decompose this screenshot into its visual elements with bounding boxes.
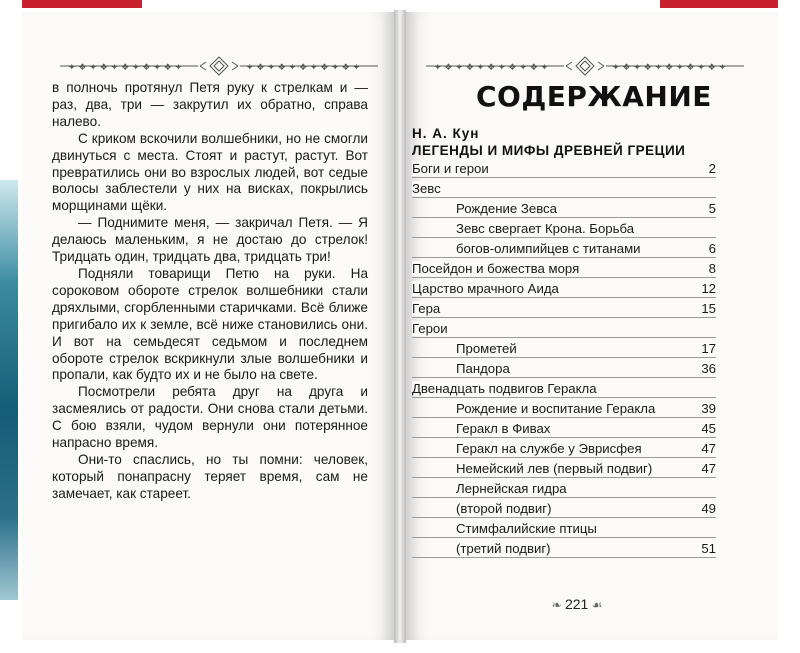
toc-entry[interactable] — [412, 378, 716, 398]
toc-entry[interactable] — [412, 458, 716, 478]
toc-entry[interactable] — [412, 178, 716, 198]
toc-entry[interactable] — [412, 398, 716, 418]
flourish-right-icon: ☙ — [588, 598, 603, 612]
toc-entry[interactable] — [412, 198, 716, 218]
toc-page: 47 — [701, 441, 716, 456]
toc-author: Н. А. Кун — [412, 126, 480, 141]
svg-text:✦ ❖ ✦ ❖ ✦ ❖ ✦ ❖ ✦ ❖ ✦: ✦ ❖ ✦ ❖ ✦ ❖ ✦ ❖ ✦ ❖ ✦ — [612, 63, 727, 73]
toc-label: Немейский лев (первый подвиг) — [456, 461, 653, 476]
toc-label: Пандора — [456, 361, 510, 376]
paragraph: Они-то спаслись, но ты помни: человек, который понапрасну теряет время, сам не замечает, как стареет. — [52, 451, 368, 501]
toc-entry[interactable] — [412, 318, 716, 338]
paragraph: в полночь протянул Петя руку к стрелкам и — раз, два, три — закрутил их обратно, справа налево. — [52, 80, 368, 129]
toc-entry[interactable] — [412, 338, 716, 358]
toc-label: Геракл на службе у Эврисфея — [456, 441, 642, 456]
toc-label: Лернейская гидра — [456, 481, 567, 496]
toc-page: 17 — [701, 341, 716, 356]
toc-label: Гера — [412, 301, 441, 316]
toc-section-title: ЛЕГЕНДЫ И МИФЫ ДРЕВНЕЙ ГРЕЦИИ — [412, 143, 686, 158]
toc-label: Посейдон и божества моря — [412, 261, 580, 276]
table-of-contents — [412, 158, 716, 558]
page-number-value: 221 — [564, 596, 589, 612]
toc-label: Прометей — [456, 341, 517, 356]
header-ornament-right — [426, 56, 744, 76]
page-number — [532, 596, 622, 612]
toc-page: 12 — [701, 281, 716, 296]
toc-entry[interactable] — [412, 438, 716, 458]
toc-entry[interactable] — [412, 478, 716, 498]
toc-page: 39 — [701, 401, 716, 416]
toc-entry[interactable] — [412, 218, 716, 238]
toc-entry[interactable] — [412, 298, 716, 318]
toc-label: Герои — [412, 321, 448, 336]
paragraph: Подняли товарищи Петю на руки. На сороковом обороте стрелок волшебники стали дряхлыми, сгорбленными старичками. Всё ближе пригибало их к земле, всё ниже становились они. И вот на семьдесят седьмом и последнем обороте стрелок вскрикнули злые волшебники и пропали, как будто их и не было на свете. — [52, 265, 368, 383]
toc-label: Зевс свергает Крона. Борьба — [456, 221, 635, 236]
toc-label: (второй подвиг) — [456, 501, 552, 516]
toc-label: (третий подвиг) — [456, 541, 551, 556]
book-gutter — [394, 10, 406, 643]
toc-label: богов-олимпийцев с титанами — [456, 241, 641, 256]
page-title: СОДЕРЖАНИЕ — [476, 80, 712, 113]
toc-page: 5 — [708, 201, 716, 216]
paragraph: Посмотрели ребята друг на друга и засмеялись от радости. Они снова стали детьми. С бою взяли, чудом вернули они потерянное напрасно время. — [52, 384, 368, 451]
toc-label: Царство мрачного Аида — [412, 281, 559, 296]
toc-entry[interactable] — [412, 498, 716, 518]
toc-entry[interactable] — [412, 358, 716, 378]
toc-page: 36 — [701, 361, 716, 376]
paragraph: — Поднимите меня, — закричал Петя. — Я делаюсь маленьким, я не достаю до стрелок! Тридцать один, тридцать два, тридцать три! — [52, 215, 368, 265]
svg-text:✦ ❖ ✦ ❖ ✦ ❖ ✦ ❖ ✦ ❖ ✦: ✦ ❖ ✦ ❖ ✦ ❖ ✦ ❖ ✦ ❖ ✦ — [434, 63, 549, 73]
body-text — [52, 80, 368, 503]
toc-entry[interactable] — [412, 238, 716, 258]
toc-entry[interactable] — [412, 418, 716, 438]
toc-page: 51 — [701, 541, 716, 556]
toc-entry[interactable] — [412, 258, 716, 278]
svg-text:✦ ❖ ✦ ❖ ✦ ❖ ✦ ❖ ✦ ❖ ✦: ✦ ❖ ✦ ❖ ✦ ❖ ✦ ❖ ✦ ❖ ✦ — [246, 63, 361, 73]
toc-page: 49 — [701, 501, 716, 516]
red-band-left — [22, 0, 142, 8]
toc-page: 45 — [701, 421, 716, 436]
toc-entry[interactable] — [412, 518, 716, 538]
toc-page: 2 — [708, 161, 716, 176]
toc-label: Стимфалийские птицы — [456, 521, 597, 536]
left-page — [22, 12, 394, 640]
toc-page: 8 — [708, 261, 716, 276]
toc-entry[interactable] — [412, 538, 716, 558]
header-ornament-left — [60, 56, 378, 76]
toc-page: 15 — [701, 301, 716, 316]
toc-entry[interactable] — [412, 158, 716, 178]
toc-label: Боги и герои — [412, 161, 489, 176]
toc-label: Зевс — [412, 181, 441, 196]
book-cover-edge — [0, 180, 18, 600]
toc-entry[interactable] — [412, 278, 716, 298]
toc-page: 6 — [708, 241, 716, 256]
toc-label: Рождение Зевса — [456, 201, 557, 216]
svg-text:✦ ❖ ✦ ❖ ✦ ❖ ✦ ❖ ✦ ❖ ✦: ✦ ❖ ✦ ❖ ✦ ❖ ✦ ❖ ✦ ❖ ✦ — [68, 63, 183, 73]
paragraph: С криком вскочили волшебники, но не смогли двинуться с места. Стоят и растут, растут. Вот превратились они во взрослых людей, вот седые волосы заблестели у них на висках, покрылись морщинами щёки. — [52, 130, 368, 214]
flourish-left-icon: ❧ — [551, 598, 565, 612]
toc-label: Двенадцать подвигов Геракла — [412, 381, 597, 396]
toc-label: Геракл в Фивах — [456, 421, 551, 436]
red-band-right — [660, 0, 778, 8]
toc-label: Рождение и воспитание Геракла — [456, 401, 656, 416]
toc-page: 47 — [701, 461, 716, 476]
